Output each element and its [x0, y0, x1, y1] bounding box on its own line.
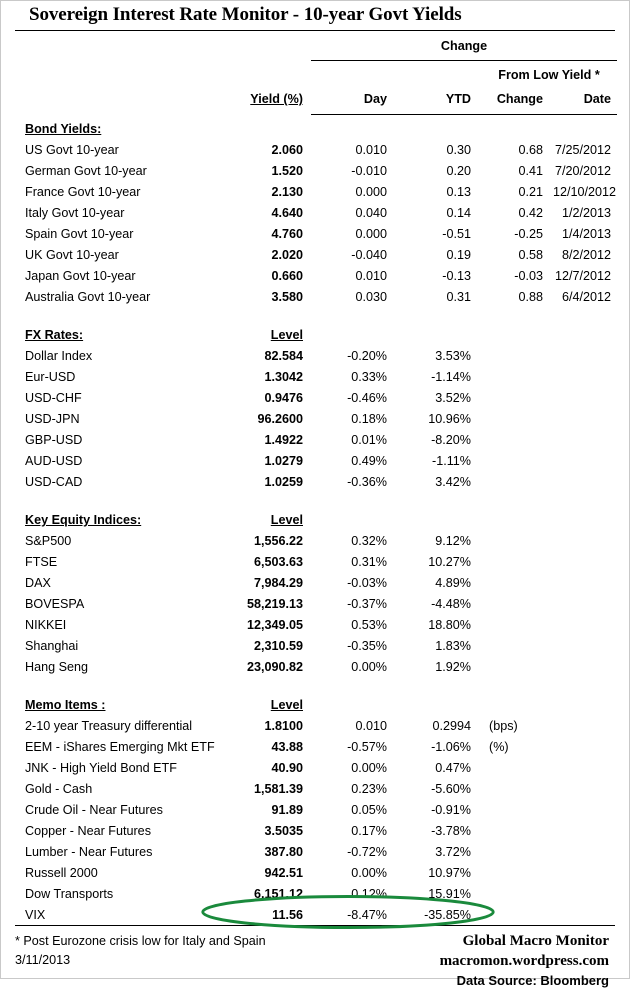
spacer-cell [15, 83, 211, 109]
row-day-change: 0.12% [351, 887, 387, 901]
table-row [15, 426, 617, 447]
row-label: US Govt 10-year [25, 143, 119, 157]
row-ytd-change: -8.20% [431, 433, 471, 447]
spacer-cell [397, 321, 481, 342]
spacer-cell [397, 61, 481, 83]
row-ytd-change: 0.13 [446, 185, 471, 199]
table-row [15, 283, 617, 304]
row-unit-suffix [481, 859, 617, 880]
row-lowyield-change: 0.88 [518, 290, 543, 304]
spacer-cell [481, 548, 617, 569]
row-value: 91.89 [271, 803, 303, 817]
row-ytd-change: -1.14% [431, 370, 471, 384]
row-value: 82.584 [264, 349, 303, 363]
row-value: 6,503.63 [253, 555, 303, 569]
spacer-cell [481, 611, 617, 632]
row-lowyield-date: 1/2/2013 [561, 206, 611, 220]
footer [15, 926, 615, 1000]
row-label: Crude Oil - Near Futures [25, 803, 163, 817]
spacer-cell [553, 321, 617, 342]
row-day-change: 0.32% [351, 534, 387, 548]
row-day-change: 0.23% [351, 782, 387, 796]
fromlow-group-row [15, 61, 617, 83]
table-row [15, 775, 617, 796]
row-lowyield-change: 0.41 [518, 164, 543, 178]
row-lowyield-change: -0.03 [514, 269, 543, 283]
row-label: DAX [25, 576, 51, 590]
row-unit-suffix: (%) [489, 740, 509, 754]
row-day-change: -0.20% [347, 349, 387, 363]
spacer-cell [15, 61, 211, 83]
footer-left [15, 932, 266, 970]
row-value: 2.130 [271, 185, 303, 199]
row-value: 3.5035 [264, 824, 303, 838]
row-ytd-change: 0.19 [446, 248, 471, 262]
table-row [15, 611, 617, 632]
row-ytd-change: -1.06% [431, 740, 471, 754]
section-title: Memo Items : [25, 698, 106, 712]
brand-name: Global Macro Monitor [462, 933, 609, 949]
spacer-cell [311, 691, 397, 712]
spacer-row [15, 674, 617, 691]
row-lowyield-change: 0.21 [518, 185, 543, 199]
row-day-change: -0.36% [347, 475, 387, 489]
row-label: FTSE [25, 555, 58, 569]
row-day-change: 0.18% [351, 412, 387, 426]
section-header-fx [15, 321, 617, 342]
row-value: 12,349.05 [246, 618, 303, 632]
row-label: Spain Govt 10-year [25, 227, 134, 241]
row-value: 6,151.12 [253, 887, 303, 901]
row-label: UK Govt 10-year [25, 248, 119, 262]
row-day-change: 0.53% [351, 618, 387, 632]
row-ytd-change: 3.53% [435, 349, 471, 363]
header-date: Date [583, 92, 611, 106]
row-ytd-change: 10.97% [428, 866, 471, 880]
spacer-cell [481, 468, 617, 489]
table-row [15, 157, 617, 178]
table-row [15, 632, 617, 653]
spacer-cell [481, 506, 553, 527]
table-row [15, 468, 617, 489]
spacer-cell [211, 31, 311, 55]
spacer-cell [397, 506, 481, 527]
row-label: Lumber - Near Futures [25, 845, 153, 859]
spacer-cell [481, 653, 617, 674]
section-header-bonds [15, 115, 617, 136]
row-unit-suffix [481, 754, 617, 775]
spacer-cell [481, 691, 553, 712]
row-unit-suffix [481, 817, 617, 838]
row-ytd-change: 0.2994 [432, 719, 471, 733]
row-lowyield-date: 7/25/2012 [554, 143, 611, 157]
row-value: 3.580 [271, 290, 303, 304]
row-label: 2-10 year Treasury differential [25, 719, 193, 733]
table-row [15, 569, 617, 590]
row-day-change: -0.040 [351, 248, 387, 262]
row-label: Eur-USD [25, 370, 76, 384]
row-day-change: 0.17% [351, 824, 387, 838]
footer-right [440, 931, 609, 991]
row-label: AUD-USD [25, 454, 83, 468]
row-unit-suffix: (bps) [489, 719, 518, 733]
row-day-change: 0.000 [355, 185, 387, 199]
row-day-change: -0.37% [347, 597, 387, 611]
table-row [15, 548, 617, 569]
row-value: 1.520 [271, 164, 303, 178]
table-row [15, 901, 617, 922]
spacer-cell [397, 115, 481, 136]
row-label: USD-JPN [25, 412, 80, 426]
row-value: 4.760 [271, 227, 303, 241]
section-title: FX Rates: [25, 328, 84, 342]
row-ytd-change: 0.30 [446, 143, 471, 157]
row-label: Shanghai [25, 639, 79, 653]
row-day-change: 0.31% [351, 555, 387, 569]
row-day-change: -0.72% [347, 845, 387, 859]
spacer-cell [481, 405, 617, 426]
row-day-change: -8.47% [347, 908, 387, 922]
section-header-equities [15, 506, 617, 527]
header-yield: Yield (%) [250, 92, 303, 106]
row-value: 2,310.59 [253, 639, 303, 653]
row-day-change: 0.040 [355, 206, 387, 220]
spacer-cell [481, 632, 617, 653]
row-ytd-change: -4.48% [431, 597, 471, 611]
row-value: 0.9476 [264, 391, 303, 405]
row-day-change: 0.00% [351, 761, 387, 775]
table-row [15, 405, 617, 426]
row-label: Japan Govt 10-year [25, 269, 136, 283]
section-title: Bond Yields: [25, 122, 102, 136]
row-label: BOVESPA [25, 597, 85, 611]
row-lowyield-date: 12/10/2012 [553, 185, 617, 199]
row-ytd-change: 0.31 [446, 290, 471, 304]
section-header-memo [15, 691, 617, 712]
row-day-change: -0.35% [347, 639, 387, 653]
row-value: 1.0279 [264, 454, 303, 468]
spacer-cell [481, 527, 617, 548]
table-row [15, 241, 617, 262]
row-ytd-change: 0.20 [446, 164, 471, 178]
row-ytd-change: -5.60% [431, 782, 471, 796]
row-lowyield-date: 8/2/2012 [561, 248, 611, 262]
row-label: Russell 2000 [25, 866, 98, 880]
row-day-change: 0.030 [355, 290, 387, 304]
spacer-cell [481, 115, 553, 136]
row-label: Copper - Near Futures [25, 824, 151, 838]
table-row [15, 527, 617, 548]
row-ytd-change: -0.13 [442, 269, 471, 283]
row-day-change: 0.010 [355, 269, 387, 283]
row-value: 96.2600 [257, 412, 303, 426]
row-value: 1.0259 [264, 475, 303, 489]
page-title: Sovereign Interest Rate Monitor - 10-year Govt Yields [29, 4, 462, 25]
row-label: Italy Govt 10-year [25, 206, 125, 220]
row-ytd-change: -3.78% [431, 824, 471, 838]
row-value: 1,556.22 [253, 534, 303, 548]
column-header-table [15, 31, 617, 115]
table-row [15, 859, 617, 880]
header-change: Change [496, 92, 543, 106]
data-source: Data Source: Bloomberg [456, 973, 609, 988]
row-value: 43.88 [271, 740, 303, 754]
row-ytd-change: 9.12% [435, 534, 471, 548]
row-unit-suffix [481, 880, 617, 901]
header-day: Day [363, 92, 387, 106]
table-row [15, 447, 617, 468]
spacer-row [15, 304, 617, 321]
row-ytd-change: -1.11% [432, 454, 471, 468]
row-day-change: 0.00% [351, 866, 387, 880]
row-ytd-change: 18.80% [428, 618, 471, 632]
spacer-cell [481, 384, 617, 405]
spacer-row [15, 489, 617, 506]
row-lowyield-date: 1/4/2013 [561, 227, 611, 241]
column-labels-row [15, 83, 617, 109]
row-value: 11.56 [272, 908, 303, 922]
row-day-change: 0.010 [355, 719, 387, 733]
row-value: 387.80 [264, 845, 303, 859]
row-label: S&P500 [25, 534, 72, 548]
row-day-change: 0.010 [355, 143, 387, 157]
row-label: Gold - Cash [25, 782, 93, 796]
row-label: Dollar Index [25, 349, 93, 363]
section-unit: Level [270, 698, 303, 712]
spacer-cell [553, 506, 617, 527]
row-day-change: 0.33% [351, 370, 387, 384]
row-label: JNK - High Yield Bond ETF [25, 761, 177, 775]
row-lowyield-date: 12/7/2012 [554, 269, 611, 283]
spacer-cell [311, 321, 397, 342]
table-row [15, 653, 617, 674]
row-ytd-change: 0.47% [435, 761, 471, 775]
row-ytd-change: 10.27% [428, 555, 471, 569]
spacer-cell [553, 115, 617, 136]
row-ytd-change: 0.14 [446, 206, 471, 220]
spacer-cell [15, 674, 617, 691]
row-value: 1.4922 [264, 433, 303, 447]
change-group-row [15, 31, 617, 55]
row-label: VIX [25, 908, 46, 922]
row-value: 1.3042 [264, 370, 303, 384]
section-unit [211, 115, 311, 136]
row-lowyield-change: -0.25 [514, 227, 543, 241]
section-title: Key Equity Indices: [25, 513, 142, 527]
table-row [15, 220, 617, 241]
table-row [15, 199, 617, 220]
row-unit-suffix [481, 901, 617, 922]
row-value: 23,090.82 [246, 660, 303, 674]
spacer-cell [481, 363, 617, 384]
row-value: 2.060 [271, 143, 303, 157]
row-day-change: 0.00% [351, 660, 387, 674]
row-day-change: 0.49% [351, 454, 387, 468]
row-value: 0.660 [271, 269, 303, 283]
section-unit: Level [270, 328, 303, 342]
row-value: 4.640 [271, 206, 303, 220]
row-unit-suffix [481, 796, 617, 817]
header-change-group: Change [440, 39, 488, 53]
row-day-change: 0.05% [351, 803, 387, 817]
table-row [15, 262, 617, 283]
row-day-change: 0.01% [351, 433, 387, 447]
spacer-cell [553, 691, 617, 712]
section-unit: Level [270, 513, 303, 527]
row-ytd-change: -35.85% [424, 908, 471, 922]
row-ytd-change: 4.89% [435, 576, 471, 590]
table-row [15, 590, 617, 611]
table-row [15, 363, 617, 384]
row-ytd-change: 3.72% [435, 845, 471, 859]
row-lowyield-change: 0.68 [518, 143, 543, 157]
row-day-change: -0.46% [347, 391, 387, 405]
spacer-cell [481, 569, 617, 590]
table-row [15, 838, 617, 859]
spacer-cell [311, 506, 397, 527]
row-value: 1.8100 [264, 719, 303, 733]
row-day-change: -0.010 [351, 164, 387, 178]
spacer-cell [15, 304, 617, 321]
table-row [15, 136, 617, 157]
header-fromlow-group: From Low Yield * [498, 68, 600, 82]
row-label: German Govt 10-year [25, 164, 147, 178]
table-row [15, 880, 617, 901]
row-lowyield-change: 0.58 [518, 248, 543, 262]
spacer-cell [15, 31, 211, 55]
spacer-cell [481, 321, 553, 342]
row-ytd-change: 3.42% [435, 475, 471, 489]
spacer-cell [481, 426, 617, 447]
row-day-change: 0.000 [355, 227, 387, 241]
row-lowyield-date: 7/20/2012 [554, 164, 611, 178]
spacer-cell [481, 447, 617, 468]
spacer-cell [397, 691, 481, 712]
row-value: 942.51 [264, 866, 303, 880]
row-lowyield-change: 0.42 [518, 206, 543, 220]
row-ytd-change: 3.52% [435, 391, 471, 405]
footnote: * Post Eurozone crisis low for Italy and Spain [15, 934, 266, 948]
report-date: 3/11/2013 [15, 953, 71, 967]
brand-site[interactable]: macromon.wordpress.com [439, 953, 609, 969]
row-ytd-change: -0.51 [442, 227, 471, 241]
spacer-cell [15, 489, 617, 506]
row-label: Dow Transports [25, 887, 114, 901]
row-unit-suffix [481, 838, 617, 859]
row-label: France Govt 10-year [25, 185, 141, 199]
row-label: USD-CHF [25, 391, 82, 405]
table-row [15, 796, 617, 817]
row-ytd-change: 1.83% [435, 639, 471, 653]
row-value: 1,581.39 [253, 782, 303, 796]
table-row [15, 178, 617, 199]
table-row [15, 733, 617, 754]
row-label: Hang Seng [25, 660, 89, 674]
data-table [15, 115, 617, 922]
spacer-cell [481, 590, 617, 611]
header-ytd: YTD [445, 92, 471, 106]
row-day-change: -0.03% [347, 576, 387, 590]
table-row [15, 384, 617, 405]
row-ytd-change: 15.91% [428, 887, 471, 901]
row-value: 7,984.29 [253, 576, 303, 590]
table-row [15, 754, 617, 775]
row-unit-suffix [481, 775, 617, 796]
table-row [15, 712, 617, 733]
row-label: NIKKEI [25, 618, 67, 632]
row-value: 58,219.13 [246, 597, 303, 611]
row-lowyield-date: 6/4/2012 [561, 290, 611, 304]
spacer-cell [311, 115, 397, 136]
row-value: 2.020 [271, 248, 303, 262]
row-value: 40.90 [271, 761, 303, 775]
spacer-cell [211, 61, 311, 83]
row-ytd-change: 1.92% [435, 660, 471, 674]
row-label: Australia Govt 10-year [25, 290, 151, 304]
row-ytd-change: 10.96% [428, 412, 471, 426]
spacer-cell [311, 61, 397, 83]
row-day-change: -0.57% [347, 740, 387, 754]
spacer-cell [481, 342, 617, 363]
row-label: EEM - iShares Emerging Mkt ETF [25, 740, 215, 754]
row-ytd-change: -0.91% [431, 803, 471, 817]
table-row [15, 342, 617, 363]
row-label: USD-CAD [25, 475, 83, 489]
row-label: GBP-USD [25, 433, 83, 447]
table-row [15, 817, 617, 838]
